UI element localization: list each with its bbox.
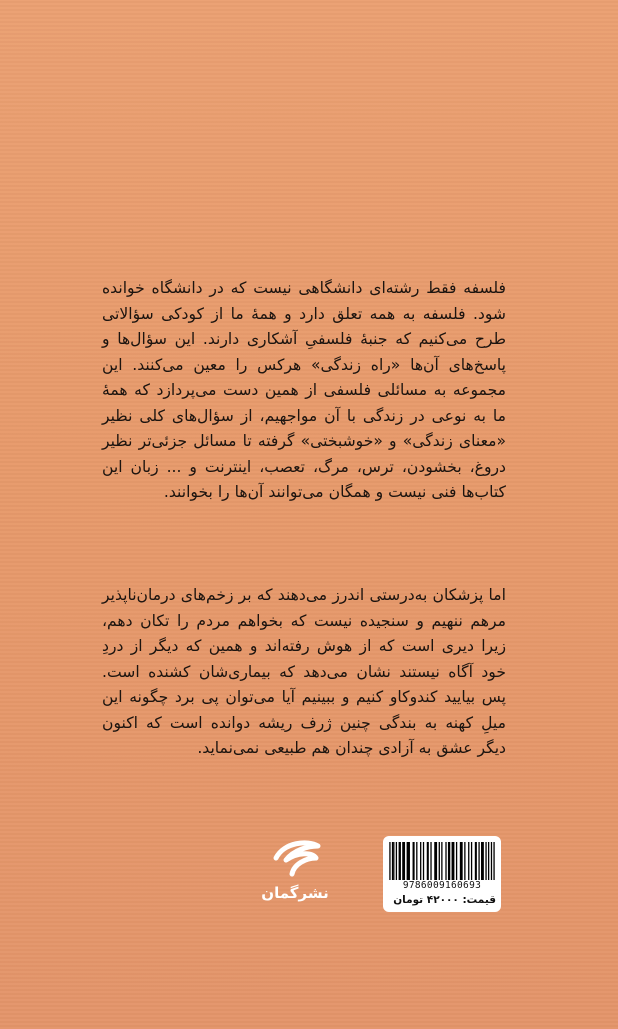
publisher-swirl-logo-icon: [262, 836, 328, 906]
barcode-label: [383, 836, 501, 912]
publisher-logo: [262, 836, 328, 906]
blurb-paragraph-2: اما پزشکان به‌درستی اندرز می‌دهند که بر زخم‌های درمان‌ناپذیر مرهم ننهیم و سنجیده نیست که بخواهم مردم را تکان دهم، زیرا دیری است که از هوش رفته‌اند و همین که دیگر از دردِ خود آگاه نیستند نشان می‌دهد که بیماری‌شان کشنده است. پس بیایید کندوکاو کنیم و ببینیم آیا می‌توان پی برد چگونه این میلِ کهنه به بندگی چنین ژرف ریشه دوانده است که اکنون دیگر عشق به آزادی چندان هم طبیعی نمی‌نماید.: [102, 586, 506, 757]
barcode-icon: [388, 842, 496, 880]
isbn-number: 9786009160693: [402, 880, 482, 891]
price-label: قیمت: ۴۲۰۰۰ تومان: [393, 894, 496, 906]
blurb-paragraph-1: فلسفه فقط رشته‌ای دانشگاهی نیست که در دانشگاه خوانده شود. فلسفه به همه تعلق دارد و همهٔ ما از کودکی سؤالاتی طرح می‌کنیم که جنبهٔ فلسفیِ آشکاری دارند. این سؤال‌ها و پاسخ‌های آن‌ها «راه زندگی» هرکس را معین می‌کنند. این مجموعه به مسائلی فلسفی از همین دست می‌پردازد که همهٔ ما به نوعی در زندگی با آن مواجهیم، از سؤال‌های کلی نظیر «معنای زندگی» و «خوشبختی» گرفته تا مسائل جزئی‌تر نظیر دروغ، بخشودن، ترس، مرگ، تعصب، اینترنت و ... زبان این کتاب‌ها فنی نیست و همگان می‌توانند آن‌ها را بخوانند.: [102, 279, 506, 501]
publisher-logo-text: نشرگمان: [262, 884, 328, 902]
